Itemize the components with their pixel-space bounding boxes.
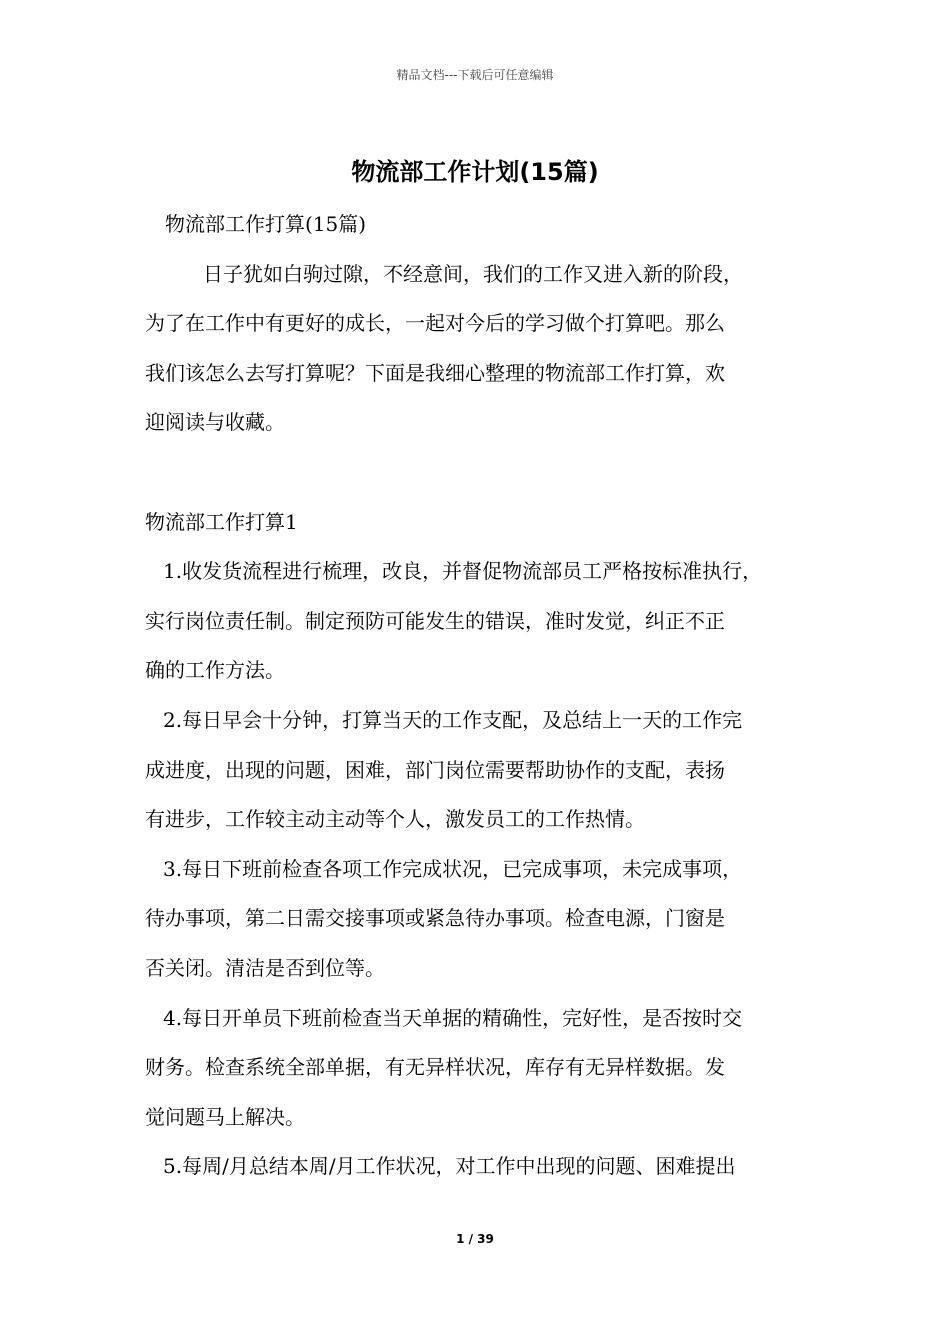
body-line: 1.收发货流程进行梳理，改良，并督促物流部员工严格按标准执行， bbox=[163, 559, 763, 584]
body-line: 我们该怎么去写打算呢？下面是我细心整理的物流部工作打算，欢 bbox=[145, 360, 725, 385]
body-line: 财务。检查系统全部单据，有无异样状况，库存有无异样数据。发 bbox=[145, 1055, 725, 1080]
body-line: 5.每周/月总结本周/月工作状况，对工作中出现的问题、困难提出 bbox=[163, 1154, 736, 1179]
body-line: 待办事项，第二日需交接事项或紧急待办事项。检查电源，门窗是 bbox=[145, 906, 725, 931]
body-line: 4.每日开单员下班前检查当天单据的精确性，完好性，是否按时交 bbox=[163, 1005, 743, 1030]
body-line: 日子犹如白驹过隙，不经意间，我们的工作又进入新的阶段， bbox=[203, 261, 743, 286]
body-line: 实行岗位责任制。制定预防可能发生的错误，准时发觉，纠正不正 bbox=[145, 608, 725, 633]
body-line: 为了在工作中有更好的成长，一起对今后的学习做个打算吧。那么 bbox=[145, 311, 725, 336]
body-line: 物流部工作打算1 bbox=[145, 509, 298, 534]
body-line: 否关闭。清洁是否到位等。 bbox=[145, 955, 385, 980]
page-number: 1 / 39 bbox=[456, 1232, 494, 1246]
body-line: 物流部工作打算(15篇) bbox=[165, 212, 367, 236]
page-header-note: 精品文档---下载后可任意编辑 bbox=[396, 68, 554, 82]
blank-line bbox=[145, 448, 810, 498]
body-line: 3.每日下班前检查各项工作完成状况，已完成事项，未完成事项， bbox=[163, 856, 743, 881]
body-line: 成进度，出现的问题，困难，部门岗位需要帮助协作的支配，表扬 bbox=[145, 757, 725, 782]
body-line: 觉问题马上解决。 bbox=[145, 1104, 305, 1129]
document-title: 物流部工作计划(15篇) bbox=[351, 158, 599, 186]
body-line: 迎阅读与收藏。 bbox=[145, 410, 285, 435]
body-line: 有进步，工作较主动主动等个人，激发员工的工作热情。 bbox=[145, 807, 645, 832]
document-body bbox=[145, 200, 810, 1192]
body-line: 确的工作方法。 bbox=[145, 658, 285, 683]
body-line: 2.每日早会十分钟，打算当天的工作支配，及总结上一天的工作完 bbox=[163, 707, 743, 732]
